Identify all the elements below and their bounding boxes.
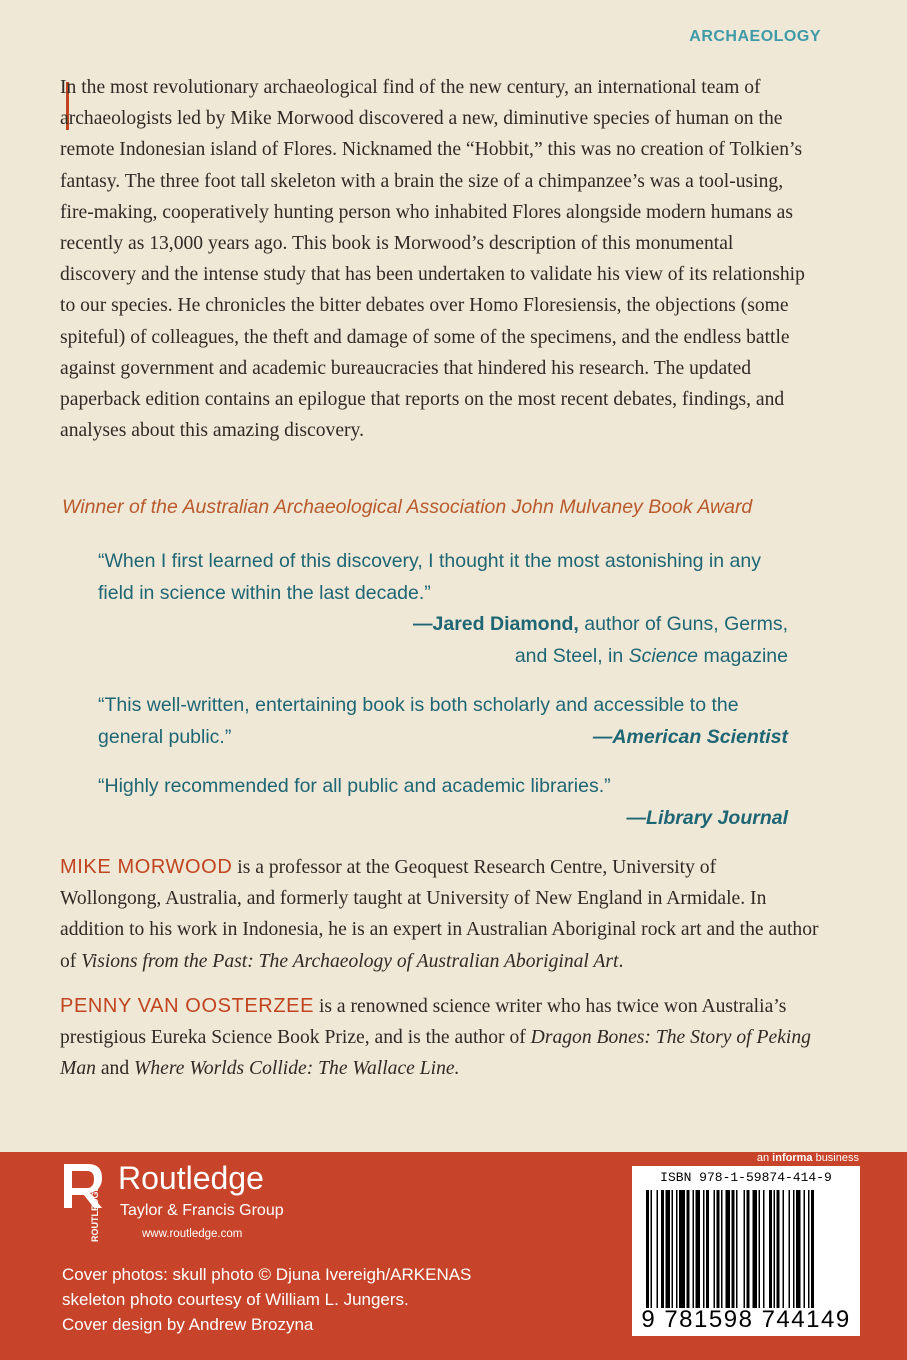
author-bio (60, 991, 820, 1085)
book-title: Where Worlds Collide: The Wallace Line. (134, 1058, 460, 1080)
routledge-logo-icon (62, 1162, 106, 1244)
barcode-bar (763, 1190, 765, 1308)
quote-text: “When I first learned of this discovery, I thought it the most astonishing in any field in science within the last decade.” (98, 550, 761, 604)
barcode-bar (808, 1190, 810, 1308)
credit-line: Cover photos: skull photo © Djuna Ivereigh/ARKENAS (62, 1265, 472, 1284)
bio-text: is a professor at the Geoquest Research Centre, University of Wollongong, Australia, and formerly taught at University of New England in Armidale. In addition to his work in Indonesia, he is an expert in Australian Aboriginal rock art and the author of (60, 857, 819, 972)
barcode-bar (661, 1190, 664, 1308)
credit-line: skeleton photo courtesy of William L. Jungers. (62, 1290, 409, 1309)
barcode-bar (732, 1190, 735, 1308)
barcode-number: 9 781598 744149 (641, 1306, 851, 1333)
quote-source: —Jared Diamond, (413, 613, 579, 635)
barcode-bar (672, 1190, 674, 1308)
barcode-bar (804, 1190, 806, 1308)
quote-attribution (98, 609, 788, 672)
quote-detail: author of Guns, Germs, (578, 613, 788, 635)
barcode-bar (736, 1190, 738, 1308)
barcode-bar (811, 1190, 814, 1308)
barcode-bar (774, 1190, 776, 1308)
bio-text: and (95, 1058, 135, 1080)
book-title: Visions from the Past: The Archaeology of Australian Aboriginal Art (81, 950, 619, 972)
barcode-bar (744, 1190, 746, 1308)
barcode-bar (796, 1190, 801, 1308)
review-quote (98, 546, 788, 672)
barcode-bar (651, 1190, 653, 1308)
quote-detail: and Steel, in (514, 644, 629, 667)
barcode-bar (769, 1190, 772, 1308)
author-bios (60, 852, 820, 1098)
barcode-bars (646, 1190, 850, 1308)
quote-text: “This well-written, entertaining book is both scholarly and accessible to the general public.” (98, 694, 739, 748)
review-quote (98, 690, 788, 753)
cover-credits (62, 1262, 471, 1337)
isbn-label: ISBN 978-1-59874-414-9 (660, 1170, 832, 1185)
bio-end: . (618, 950, 624, 972)
barcode-bar (706, 1190, 709, 1308)
barcode-bar (703, 1190, 705, 1308)
book-description: In the most revolutionary archaeological find of the new century, an international team of archaeologists led by Mike Morwood discovered a new, diminutive species of human on the remote Indonesian island of Flores. Nicknamed the “Hobbit,” this was no creation of Tolkien’s fantasy. The three foot tall skeleton with a brain the size of a chimpanzee’s was a tool-using, fire-making, cooperatively hunting person who inhabited Flores alongside modern humans as recently as 13,000 years ago. This book is Morwood’s description of this monumental discovery and the intense study that has been undertaken to validate his view of its relationship to our species. He chronicles the bitter debates over Homo Floresiensis, the objections (some spiteful) of colleagues, the theft and damage of some of the specimens, and the endless battle against government and academic bureaucracies that hindered his research. The updated paperback edition contains an epilogue that reports on the most recent debates, findings, and analyses about this amazing discovery. (60, 77, 805, 442)
barcode-bar (726, 1190, 731, 1308)
award-line: Winner of the Australian Archaeological Association John Mulvaney Book Award (62, 496, 753, 518)
barcode-bar (793, 1190, 795, 1308)
quote-text: “Highly recommended for all public and academic libraries.” (98, 775, 611, 797)
book-title: Dragon Bones: The Story of Peking Man (60, 1027, 811, 1080)
author-name: MIKE MORWOOD (60, 856, 233, 878)
category-label: ARCHAEOLOGY (689, 28, 821, 45)
logo-vertical-text: ROUTLEDGE (90, 1185, 100, 1242)
tag-brand: informa (772, 1152, 813, 1164)
credit-line: Cover design by Andrew Brozyna (62, 1315, 314, 1334)
quote-source: —American Scientist (592, 725, 788, 748)
quote-source: —Library Journal (626, 806, 788, 829)
bio-text: is a renowned science writer who has twice won Australia’s prestigious Eureka Science Book Prize, and is the author of (60, 995, 787, 1049)
barcode-bar (783, 1190, 785, 1308)
barcode-bar (789, 1190, 791, 1308)
quote-detail: magazine (698, 644, 788, 667)
barcode-bar (714, 1190, 716, 1308)
barcode-bar (676, 1190, 678, 1308)
barcode (632, 1166, 860, 1336)
barcode-bar (753, 1190, 758, 1308)
author-bio (60, 852, 820, 977)
barcode-bar (687, 1190, 690, 1308)
barcode-bar (696, 1190, 701, 1308)
barcode-bar (657, 1190, 659, 1308)
informa-tagline (757, 1152, 859, 1164)
review-quotes (98, 546, 788, 852)
publisher-url: www.routledge.com (142, 1228, 243, 1240)
barcode-bar (759, 1190, 761, 1308)
barcode-bar (777, 1190, 780, 1308)
review-quote (98, 771, 788, 834)
barcode-bar (717, 1190, 720, 1308)
tag-prefix: an (756, 1152, 773, 1164)
barcode-bar (646, 1190, 649, 1308)
tag-suffix: business (812, 1152, 859, 1164)
barcode-bar (693, 1190, 695, 1308)
publisher-name: Routledge (118, 1160, 264, 1196)
barcode-bar (721, 1190, 723, 1308)
barcode-bar (747, 1190, 750, 1308)
author-name: PENNY VAN OOSTERZEE (60, 994, 315, 1017)
quote-publication: Science (628, 644, 699, 667)
barcode-bar (679, 1190, 685, 1308)
barcode-bar (666, 1190, 671, 1308)
publisher-group: Taylor & Francis Group (120, 1202, 284, 1219)
